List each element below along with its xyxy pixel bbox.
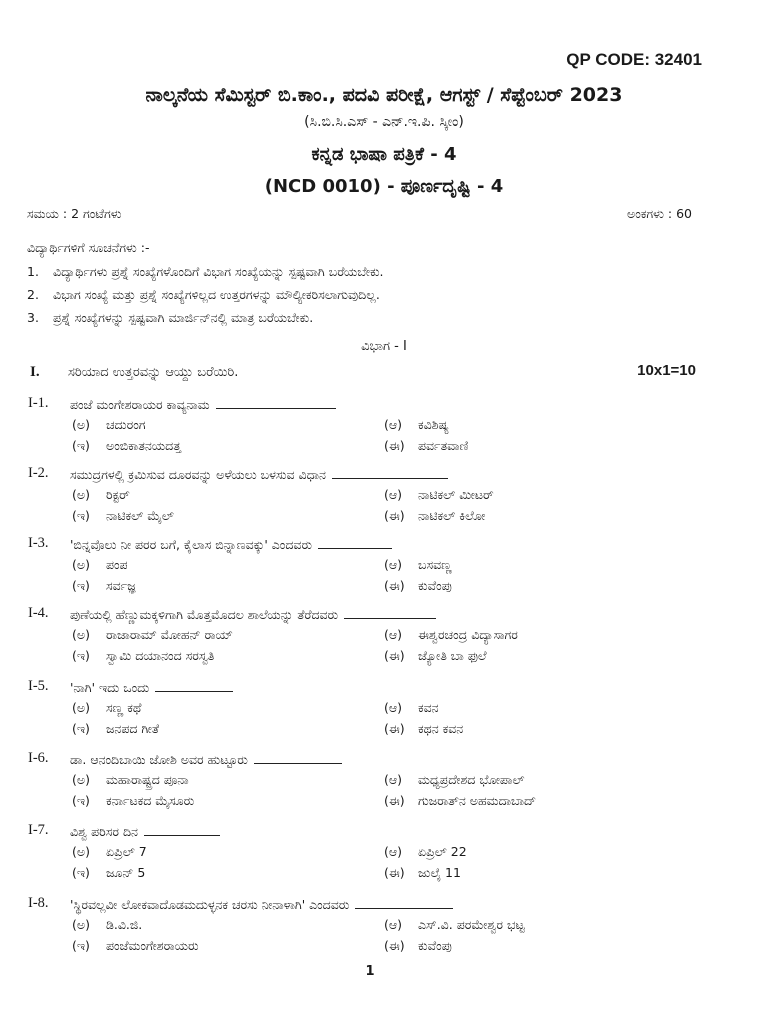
option [72,417,146,433]
option-text: ರಿಕ್ಟರ್ [106,487,130,502]
option [384,557,452,573]
option-text: ಈಶ್ವರಚಂದ್ರ ವಿದ್ಯಾಸಾಗರ [418,627,518,642]
option [384,627,518,643]
question-text-wrap [70,466,448,483]
qp-code: QP CODE: 32401 [566,50,702,69]
option-row [28,557,728,578]
option-text: ರಾಜಾರಾಮ್ ಮೋಹನ್ ರಾಯ್ [106,627,233,642]
option-text: ನಾಟಿಕಲ್ ಮೈಲ್ [106,508,174,523]
question-number: I-6. [28,750,49,766]
question-item [28,465,728,529]
option [384,938,452,954]
option-text: ಕರ್ನಾಟಕದ ಮೈಸೂರು [106,793,195,808]
question-text-wrap [70,606,436,623]
option [72,438,181,454]
option-row [28,487,728,508]
option-text: ಸಣ್ಣ ಕಥೆ [106,700,142,715]
option-row [28,772,728,793]
option-text: ಮಹಾರಾಷ್ಟ್ರದ ಪೂನಾ [106,772,189,787]
option-marker: (ಆ) [384,844,403,859]
option [72,721,159,737]
option-row [28,700,728,721]
instruction-text: ವಿಭಾಗ ಸಂಖ್ಯೆ ಮತ್ತು ಪ್ರಶ್ನೆ ಸಂಖ್ಯೆಗಳಿಲ್ಲದ ಉತ್ತರಗಳನ್ನು ಮೌಲ್ಯೀಕರಿಸಲಾಗುವುದಿಲ್ಲ. [53,287,380,302]
option [72,700,141,716]
option-marker: (ಈ) [384,578,405,593]
question-stem [28,535,728,557]
answer-blank [254,751,342,764]
section-question-text: ಸರಿಯಾದ ಉತ್ತರವನ್ನು ಆಯ್ದು ಬರೆಯಿರಿ. [68,365,239,380]
option-marker: (ಆ) [384,627,403,642]
option-text: ಏಪ್ರಿಲ್ 7 [106,844,147,859]
option [384,721,463,737]
max-marks: ಅಂಕಗಳು : 60 [627,206,692,221]
question-text: 'ಬಿನ್ನವೊಲು ನೀ ಪರರ ಬಗೆ, ಕೈಲಾಸ ಬಿನ್ನಾಣವಕ್ಕು' ಎಂದವರು [70,537,313,552]
option [384,772,525,788]
question-text: ಡಾ. ಆನಂದಿಬಾಯಿ ಜೋಶಿ ಅವರ ಹುಟ್ಟೂರು [70,752,248,767]
section-marks: 10x1=10 [637,362,696,379]
section-question [30,364,238,381]
question-stem [28,822,728,844]
question-text-wrap [70,751,342,768]
question-stem [28,465,728,487]
option-marker: (ಅ) [72,917,90,932]
option-row [28,417,728,438]
scheme-line: (ಸಿ.ಬಿ.ಸಿ.ಎಸ್ - ಎನ್.ಇ.ಪಿ. ಸ್ಕೀಂ) [304,114,464,130]
question-text: ಪುಣೆಯಲ್ಲಿ ಹೆಣ್ಣುಮಕ್ಕಳಿಗಾಗಿ ಮೊತ್ತಮೊದಲ ಶಾಲೆಯನ್ನು ತೆರೆದವರು [70,607,339,622]
option-marker: (ಅ) [72,627,90,642]
option-text: ಪರ್ವತವಾಣಿ [418,438,469,453]
option-marker: (ಈ) [384,793,405,808]
option-marker: (ಆ) [384,917,403,932]
option-row [28,508,728,529]
option-marker: (ಆ) [384,557,403,572]
option-text: ಅಂಬಿಕಾತನಯದತ್ತ [106,438,181,453]
option-text: ಜನಪದ ಗೀತೆ [106,721,159,736]
answer-blank [318,536,392,549]
question-item [28,750,728,814]
option-text: ಜುಲೈ 11 [418,865,461,880]
option-marker: (ಇ) [72,793,90,808]
option-text: ಕುವೆಂಪು [418,578,452,593]
option-text: ಕವಿಶಿಷ್ಯ [418,417,449,432]
paper-title: ಕನ್ನಡ ಭಾಷಾ ಪತ್ರಿಕೆ - 4 [311,144,457,165]
option [384,793,536,809]
option-text: ಕುವೆಂಪು [418,938,452,953]
option-marker: (ಅ) [72,557,90,572]
answer-blank [155,679,233,692]
instruction-item [27,264,384,280]
question-text: ವಿಶ್ವ ಪರಿಸರ ದಿನ [70,824,138,839]
answer-blank [332,466,448,479]
section-question-number: I. [30,364,40,380]
question-text: 'ಸ್ಥಿರವಲ್ಲವೀ ಲೋಕವಾದೊಡಮದುಳ್ಳನಕ ಚರಸು ನೀನಾಳಾಗಿ' ಎಂದವರು [70,897,350,912]
page-number: 1 [365,964,375,979]
section-title: ವಿಭಾಗ - I [361,339,407,354]
option-marker: (ಆ) [384,417,403,432]
option-marker: (ಅ) [72,844,90,859]
answer-blank [355,896,453,909]
option-marker: (ಆ) [384,487,403,502]
paper-code: (NCD 0010) - ಪೂರ್ಣದೃಷ್ಟಿ - 4 [264,176,504,197]
option [384,508,485,524]
option [72,938,199,954]
option-marker: (ಇ) [72,578,90,593]
exam-duration: ಸಮಯ : 2 ಗಂಟೆಗಳು [27,206,122,221]
question-stem [28,605,728,627]
option-marker: (ಅ) [72,772,90,787]
option-marker: (ಈ) [384,865,405,880]
question-stem [28,750,728,772]
question-text-wrap [70,396,336,413]
question-number: I-2. [28,465,49,481]
option-text: ನಾಟಿಕಲ್ ಮೀಟರ್ [418,487,494,502]
option-marker: (ಇ) [72,938,90,953]
option-text: ಜೂನ್ 5 [106,865,146,880]
option-text: ಚದುರಂಗ [106,417,146,432]
question-stem [28,678,728,700]
option [384,648,487,664]
question-number: I-3. [28,535,49,551]
option [72,865,145,881]
option-marker: (ಈ) [384,938,405,953]
option-row [28,917,728,938]
option-text: ಬಸವಣ್ಣ [418,557,452,572]
option-marker: (ಅ) [72,417,90,432]
option-marker: (ಇ) [72,508,90,523]
question-number: I-8. [28,895,49,911]
question-text: 'ನಾಗಿ' ಇದು ಒಂದು [70,680,150,695]
option-marker: (ಇ) [72,438,90,453]
question-stem [28,395,728,417]
question-text: ಪಂಜೆ ಮಂಗೇಶರಾಯರ ಕಾವ್ಯನಾಮ [70,397,210,412]
option [384,438,468,454]
option-text: ನಾಟಿಕಲ್ ಕಿಲೋ [418,508,486,523]
option-text: ಕವನ [418,700,439,715]
question-number: I-5. [28,678,49,694]
option-row [28,865,728,886]
option-row [28,938,728,959]
option-text: ಗುಜರಾತ್‌ನ ಅಹಮದಾಬಾದ್ [418,793,537,808]
option-row [28,721,728,742]
option-marker: (ಆ) [384,772,403,787]
question-text-wrap [70,896,453,913]
option-row [28,627,728,648]
option-marker: (ಈ) [384,721,405,736]
option-row [28,648,728,669]
option-marker: (ಈ) [384,508,405,523]
option [384,844,467,860]
question-number: I-7. [28,822,49,838]
question-item [28,395,728,459]
question-number: I-4. [28,605,49,621]
option-row [28,438,728,459]
instructions-title: ವಿದ್ಯಾರ್ಥಿಗಳಿಗೆ ಸೂಚನೆಗಳು :- [27,240,150,255]
option-text: ಜ್ಯೋತಿ ಬಾ ಫುಲೆ [418,648,487,663]
option-row [28,578,728,599]
option [72,844,147,860]
option-text: ಕಥನ ಕವನ [418,721,464,736]
option-text: ಮಧ್ಯಪ್ರದೇಶದ ಭೋಪಾಲ್ [418,772,525,787]
option [384,578,452,594]
option [384,417,449,433]
option [384,917,525,933]
option [72,917,142,933]
option-text: ಸ್ವಾಮಿ ದಯಾನಂದ ಸರಸ್ವತಿ [106,648,215,663]
question-stem [28,895,728,917]
option-marker: (ಅ) [72,700,90,715]
question-item [28,895,728,959]
option-text: ಡಿ.ವಿ.ಜಿ. [106,917,143,932]
question-item [28,605,728,669]
option-row [28,844,728,865]
question-number: I-1. [28,395,49,411]
option [72,508,174,524]
option-marker: (ಈ) [384,648,405,663]
instruction-item [27,287,380,303]
option [72,557,128,573]
question-text-wrap [70,536,392,553]
option-row [28,793,728,814]
option-marker: (ಇ) [72,721,90,736]
option [72,487,130,503]
option [72,772,189,788]
instruction-number: 2. [27,287,39,302]
option [72,648,214,664]
option [384,487,494,503]
option [72,578,135,594]
answer-blank [144,823,220,836]
option-text: ಏಪ್ರಿಲ್ 22 [418,844,467,859]
question-text: ಸಮುದ್ರಗಳಲ್ಲಿ ಕ್ರಮಿಸುವ ದೂರವನ್ನು ಅಳೆಯಲು ಬಳಸುವ ವಿಧಾನ [70,467,327,482]
instruction-text: ಪ್ರಶ್ನೆ ಸಂಖ್ಯೆಗಳನ್ನು ಸ್ಪಷ್ಟವಾಗಿ ಮಾರ್ಜಿನ್‌ನಲ್ಲಿ ಮಾತ್ರ ಬರೆಯಬೇಕು. [53,310,314,325]
option-marker: (ಆ) [384,700,403,715]
question-item [28,678,728,742]
question-text-wrap [70,679,233,696]
option-text: ಸರ್ವಜ್ಞ [106,578,136,593]
question-item [28,822,728,886]
question-text-wrap [70,823,220,840]
option-text: ಪಂಪ [106,557,128,572]
question-item [28,535,728,599]
option [72,627,233,643]
option [384,700,439,716]
option-marker: (ಈ) [384,438,405,453]
answer-blank [216,396,336,409]
instruction-item [27,310,313,326]
option-text: ಎಸ್.ವಿ. ಪರಮೇಶ್ವರ ಭಟ್ಟ [418,917,525,932]
option-marker: (ಇ) [72,648,90,663]
instruction-number: 3. [27,310,39,325]
answer-blank [344,606,436,619]
option [72,793,194,809]
option-marker: (ಅ) [72,487,90,502]
exam-title: ನಾಲ್ಕನೆಯ ಸೆಮಿಸ್ಟರ್ ಬಿ.ಕಾಂ., ಪದವಿ ಪರೀಕ್ಷೆ, ಆಗಸ್ಟ್ / ಸೆಪ್ಟೆಂಬರ್ 2023 [145,84,623,106]
instruction-text: ವಿದ್ಯಾರ್ಥಿಗಳು ಪ್ರಶ್ನೆ ಸಂಖ್ಯೆಗಳೊಂದಿಗೆ ವಿಭಾಗ ಸಂಖ್ಯೆಯನ್ನು ಸ್ಪಷ್ಟವಾಗಿ ಬರೆಯಬೇಕು. [53,264,384,279]
instruction-number: 1. [27,264,39,279]
option-text: ಪಂಜೆಮಂಗೇಶರಾಯರು [106,938,199,953]
option-marker: (ಇ) [72,865,90,880]
option [384,865,461,881]
